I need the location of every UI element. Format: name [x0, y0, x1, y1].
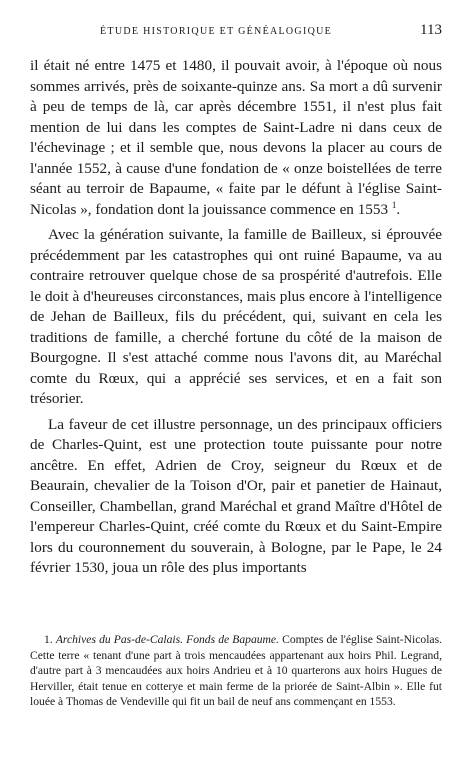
running-head	[30, 22, 450, 42]
footnote-number: 1.	[44, 633, 53, 646]
footnote-text: Comptes de l'église Saint-Nicolas. Cette terre « tenant d'une part à trois mencaudées appartenant aux hoirs Phil. Legrand, d'autre part à 3 mencaudées aux hoirs Andrieu et à 10 quarterons aux hoirs Hugues de Herviller, était tenue en cotterye et main ferme de la priorée de Saint-Albin ». Elle fut louée à Thomas de Vendeville qui fit un bail de neuf ans commençant en 1553.	[30, 633, 442, 709]
main-text	[30, 56, 442, 579]
footnote	[30, 632, 442, 710]
running-title: ÉTUDE HISTORIQUE ET GÉNÉALOGIQUE	[100, 26, 333, 37]
page-number: 113	[420, 22, 442, 38]
footnote-source: Archives du Pas-de-Calais. Fonds de Bapaume.	[55, 633, 279, 646]
footnote-reference: 1	[391, 199, 397, 210]
paragraph-3: La faveur de cet illustre personnage, un des principaux officiers de Charles-Quint, est une protection toute puissante pour notre ancêtre. En effet, Adrien de Croy, seigneur du Rœux et de Beaurain, chevalier de la Toison d'Or, pair et panetier de Hainaut, Conseiller, Chambellan, grand Maréchal et grand Maître d'Hôtel de l'empereur Charles-Quint, créé comte du Rœux et du Saint-Empire lors du couronnement du souverain, à Bologne, par le Pape, le 24 février 1530, joua un rôle des plus importants	[30, 415, 442, 576]
paragraph-1-text: il était né entre 1475 et 1480, il pouvait avoir, à l'époque où nous sommes arrivés, près de soixante-quinze ans. Sa mort a dû survenir à peu de temps de là, car après décembre 1551, il n'est plus fait mention de lui dans les comptes de Saint-Ladre ni dans ceux de l'échevinage ; et il semble que, nous devons la placer au cours de l'année 1552, à cause d'une fondation de « onze boistellées de terre séant au terroir de Bapaume, « faite par le défunt à l'église Saint-Nicolas », fondation dont la jouissance commence en 1553	[30, 57, 442, 218]
paragraph-2: Avec la génération suivante, la famille de Bailleux, si éprouvée précédemment par les catastrophes qui ont ruiné Bapaume, va au contraire retrouver quelque chose de sa prospérité d'autrefois. Elle le doit à d'heureuses circonstances, mais plus encore à l'intelligence de Jehan de Bailleux, fils du précédent, qui, suivant en cela les traditions de famille, a cherché fortune du côté de la maison de Bourgogne. Il s'est attaché comme nous l'avons dit, au Maréchal comte du Rœux, qui a apprécié ses services, et en a fait son trésorier.	[30, 226, 442, 407]
paragraph-1: il était né entre 1475 et 1480, il pouvait avoir, à l'époque où nous sommes arrivés, près de soixante-quinze ans. Sa mort a dû survenir à peu de temps de là, car après décembre 1551, il n'est plus fait mention de lui dans les comptes de Saint-Ladre ni dans ceux de l'échevinage ; et il semble que, nous devons la placer au cours de l'année 1552, à cause d'une fondation de « onze boistellées de terre séant au terroir de Bapaume, « faite par le défunt à l'église Saint-Nicolas », fondation dont la jouissance commence en 1553 $^1$.	[30, 57, 442, 218]
